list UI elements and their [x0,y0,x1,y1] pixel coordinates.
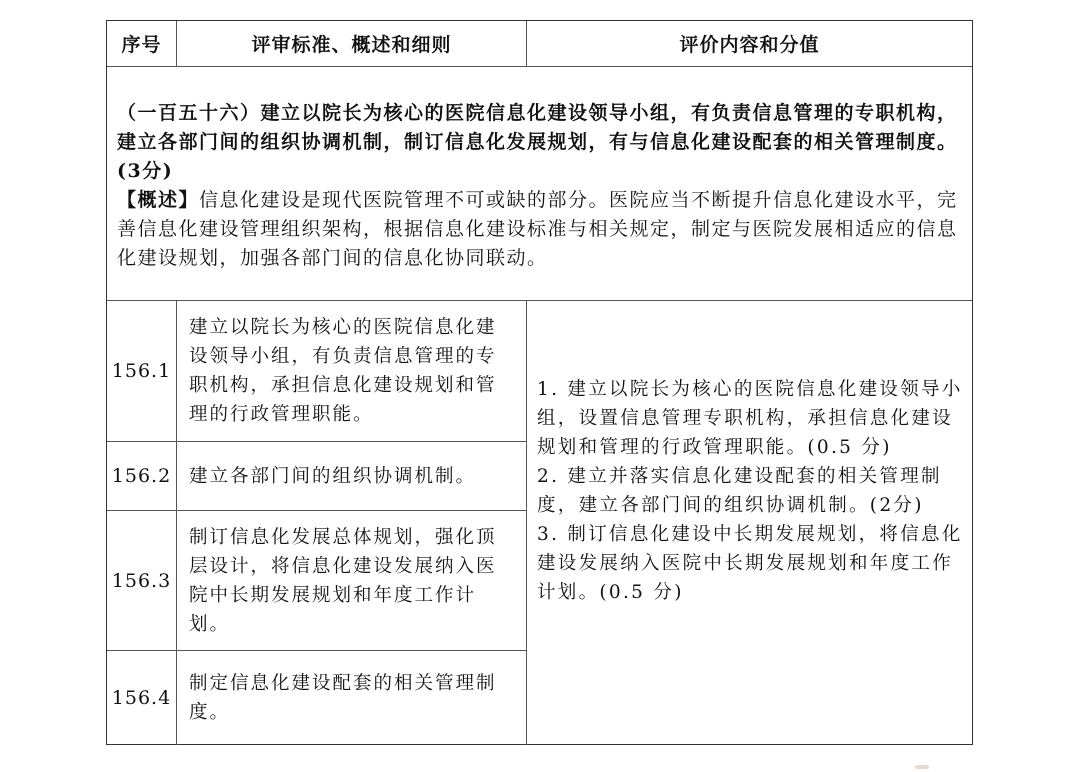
intro-overview [117,186,969,273]
overview-label: 【概述】 [117,189,200,211]
header-evaluation: 评价内容和分值 [679,34,820,56]
header-divider [107,66,972,67]
evaluation-item-1: 1. 建立以院长为核心的医院信息化建设领导小组，设置信息管理专职机构，承担信息化建设规划和管理的行政管理职能。(0.5 分) [537,379,963,458]
row-text-156-2: 建立各部门间的组织协调机制。 [189,465,477,487]
row-id-156-1: 156.1 [111,360,172,382]
intro-section [117,99,969,299]
header-seq: 序号 [121,34,162,56]
row-text-156-3: 制订信息化发展总体规划，强化顶层设计，将信息化建设发展纳入医院中长期发展规划和年度工作计划。 [189,526,497,635]
row-id-156-4: 156.4 [111,687,172,709]
evaluation-content [527,375,972,675]
evaluation-item-2: 2. 建立并落实信息化建设配套的相关管理制度，建立各部门间的组织协调机制。(2分) [537,466,942,516]
overview-text: 信息化建设是现代医院管理不可或缺的部分。医院应当不断提升信息化建设水平，完善信息化建设管理组织架构，根据信息化建设标准与相关规定，制定与医院发展相适应的信息化建设规划，加强各部门间的信息化协同联动。 [117,189,958,269]
evaluation-item-3: 3. 制订信息化建设中长期发展规划，将信息化建设发展纳入医院中长期发展规划和年度工作计划。(0.5 分) [537,524,963,603]
header-criteria: 评审标准、概述和细则 [251,34,452,56]
row-id-156-2: 156.2 [111,465,172,487]
intro-title: （一百五十六）建立以院长为核心的医院信息化建设领导小组，有负责信息管理的专职机构，建立各部门间的组织协调机制，制订信息化发展规划，有与信息化建设配套的相关管理制度。(3分) [117,102,958,182]
row-id-156-3: 156.3 [111,569,172,592]
row-text-156-4: 制定信息化建设配套的相关管理制度。 [189,673,497,723]
criteria-table [106,20,973,745]
row-text-156-1: 建立以院长为核心的医院信息化建设领导小组，有负责信息管理的专职机构，承担信息化建设规划和管理的行政管理职能。 [189,317,497,425]
scan-mark [915,765,929,769]
